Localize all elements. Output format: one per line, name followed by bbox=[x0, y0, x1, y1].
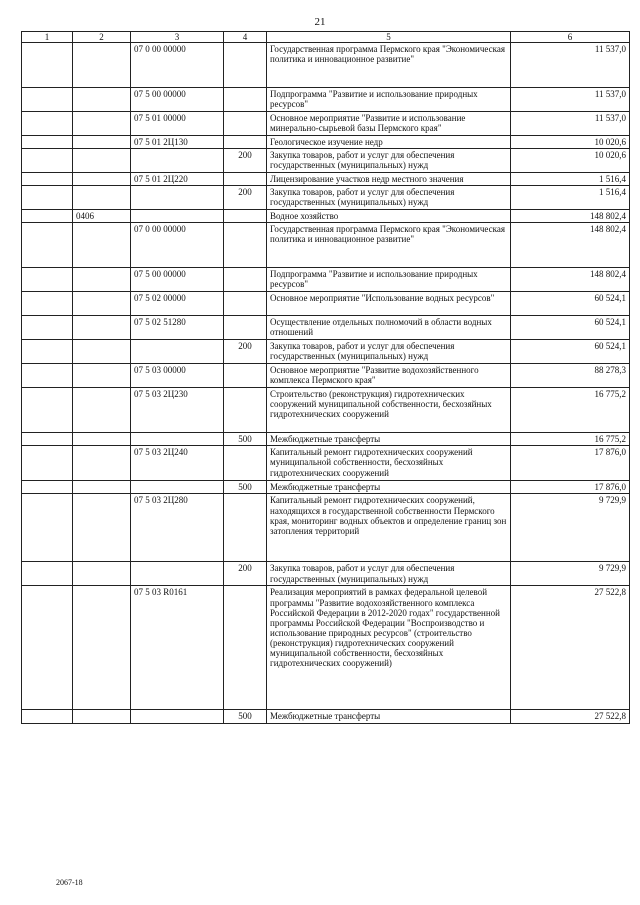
target-code-cell: 07 5 03 00000 bbox=[131, 364, 224, 388]
chapter-cell bbox=[22, 364, 73, 388]
expense-type-cell: 200 bbox=[224, 340, 267, 364]
amount-cell: 16 775,2 bbox=[511, 433, 630, 446]
target-code-cell bbox=[131, 562, 224, 586]
table-row bbox=[22, 364, 630, 388]
item-name-cell: Капитальный ремонт гидротехнических сооружений муниципальной собственности, бесхозяйных гидротехнических сооружений bbox=[267, 446, 511, 481]
item-name-cell: Государственная программа Пермского края "Экономическая политика и инновационное развитие" bbox=[267, 43, 511, 88]
section-code-cell bbox=[73, 446, 131, 481]
section-code-cell bbox=[73, 88, 131, 112]
chapter-cell bbox=[22, 43, 73, 88]
table-row bbox=[22, 446, 630, 481]
item-name-cell: Осуществление отдельных полномочий в области водных отношений bbox=[267, 316, 511, 340]
header-col-1: 1 bbox=[22, 32, 73, 43]
target-code-cell: 07 5 03 2Ц280 bbox=[131, 494, 224, 562]
chapter-cell bbox=[22, 173, 73, 186]
chapter-cell bbox=[22, 292, 73, 316]
target-code-cell: 07 5 01 00000 bbox=[131, 112, 224, 136]
section-code-cell bbox=[73, 268, 131, 292]
section-code-cell bbox=[73, 112, 131, 136]
amount-cell: 16 775,2 bbox=[511, 388, 630, 433]
target-code-cell: 07 5 00 00000 bbox=[131, 268, 224, 292]
table-row bbox=[22, 316, 630, 340]
item-name-cell: Государственная программа Пермского края "Экономическая политика и инновационное развитие" bbox=[267, 223, 511, 268]
footer-code: 2067-18 bbox=[56, 878, 83, 887]
chapter-cell bbox=[22, 481, 73, 494]
section-code-cell bbox=[73, 136, 131, 149]
target-code-cell: 07 5 01 2Ц130 bbox=[131, 136, 224, 149]
expense-type-cell bbox=[224, 316, 267, 340]
section-code-cell bbox=[73, 316, 131, 340]
expense-type-cell bbox=[224, 112, 267, 136]
item-name-cell: Закупка товаров, работ и услуг для обеспечения государственных (муниципальных) нужд bbox=[267, 340, 511, 364]
amount-cell: 10 020,6 bbox=[511, 136, 630, 149]
chapter-cell bbox=[22, 112, 73, 136]
table-row bbox=[22, 210, 630, 223]
expense-type-cell bbox=[224, 136, 267, 149]
expense-type-cell bbox=[224, 446, 267, 481]
target-code-cell: 07 5 03 2Ц230 bbox=[131, 388, 224, 433]
amount-cell: 17 876,0 bbox=[511, 446, 630, 481]
target-code-cell bbox=[131, 481, 224, 494]
section-code-cell bbox=[73, 586, 131, 710]
expense-type-cell bbox=[224, 173, 267, 186]
header-col-4: 4 bbox=[224, 32, 267, 43]
table-row bbox=[22, 562, 630, 586]
section-code-cell bbox=[73, 562, 131, 586]
amount-cell: 60 524,1 bbox=[511, 340, 630, 364]
section-code-cell bbox=[73, 388, 131, 433]
item-name-cell: Основное мероприятие "Развитие водохозяйственного комплекса Пермского края" bbox=[267, 364, 511, 388]
target-code-cell bbox=[131, 210, 224, 223]
chapter-cell bbox=[22, 433, 73, 446]
table-row bbox=[22, 433, 630, 446]
item-name-cell: Реализация мероприятий в рамках федеральной целевой программы "Развитие водохозяйственного комплекса Российской Федерации в 2012-2020 годах" государственной программы Российской Федерации "Воспроизводство и использование природных ресурсов" (строительство (реконструкция) гидротехнических сооружений муниципальной собственности, бесхозяйных гидротехнических сооружений) bbox=[267, 586, 511, 710]
chapter-cell bbox=[22, 340, 73, 364]
expense-type-cell: 200 bbox=[224, 562, 267, 586]
target-code-cell: 07 5 01 2Ц220 bbox=[131, 173, 224, 186]
section-code-cell bbox=[73, 340, 131, 364]
item-name-cell: Подпрограмма "Развитие и использование природных ресурсов" bbox=[267, 268, 511, 292]
target-code-cell: 07 5 00 00000 bbox=[131, 88, 224, 112]
chapter-cell bbox=[22, 446, 73, 481]
item-name-cell: Строительство (реконструкция) гидротехнических сооружений муниципальной собственности, бесхозяйных гидротехнических сооружений bbox=[267, 388, 511, 433]
section-code-cell bbox=[73, 149, 131, 173]
table-body bbox=[22, 43, 630, 723]
item-name-cell: Межбюджетные трансферты bbox=[267, 481, 511, 494]
table-row bbox=[22, 586, 630, 710]
header-col-3: 3 bbox=[131, 32, 224, 43]
chapter-cell bbox=[22, 88, 73, 112]
table-row bbox=[22, 340, 630, 364]
section-code-cell bbox=[73, 223, 131, 268]
chapter-cell bbox=[22, 149, 73, 173]
target-code-cell bbox=[131, 149, 224, 173]
chapter-cell bbox=[22, 223, 73, 268]
amount-cell: 60 524,1 bbox=[511, 316, 630, 340]
amount-cell: 148 802,4 bbox=[511, 223, 630, 268]
item-name-cell: Капитальный ремонт гидротехнических сооружений, находящихся в государственной собственности Пермского края, мониторинг водных объектов и определение границ зон затопления территорий bbox=[267, 494, 511, 562]
chapter-cell bbox=[22, 562, 73, 586]
target-code-cell: 07 5 02 51280 bbox=[131, 316, 224, 340]
target-code-cell bbox=[131, 433, 224, 446]
target-code-cell: 07 5 03 2Ц240 bbox=[131, 446, 224, 481]
item-name-cell: Основное мероприятие "Развитие и использование минерально-сырьевой базы Пермского края" bbox=[267, 112, 511, 136]
chapter-cell bbox=[22, 586, 73, 710]
table-row bbox=[22, 268, 630, 292]
section-code-cell bbox=[73, 494, 131, 562]
amount-cell: 11 537,0 bbox=[511, 43, 630, 88]
item-name-cell: Основное мероприятие "Использование водных ресурсов" bbox=[267, 292, 511, 316]
item-name-cell: Закупка товаров, работ и услуг для обеспечения государственных (муниципальных) нужд bbox=[267, 186, 511, 210]
expense-type-cell bbox=[224, 292, 267, 316]
table-row bbox=[22, 88, 630, 112]
target-code-cell bbox=[131, 340, 224, 364]
expense-type-cell bbox=[224, 494, 267, 562]
table-row bbox=[22, 186, 630, 210]
item-name-cell: Водное хозяйство bbox=[267, 210, 511, 223]
header-col-2: 2 bbox=[73, 32, 131, 43]
amount-cell: 1 516,4 bbox=[511, 173, 630, 186]
amount-cell: 27 522,8 bbox=[511, 710, 630, 723]
item-name-cell: Межбюджетные трансферты bbox=[267, 433, 511, 446]
target-code-cell: 07 0 00 00000 bbox=[131, 43, 224, 88]
header-col-6: 6 bbox=[511, 32, 630, 43]
expense-type-cell: 500 bbox=[224, 481, 267, 494]
section-code-cell bbox=[73, 173, 131, 186]
expense-type-cell: 500 bbox=[224, 433, 267, 446]
table-row bbox=[22, 149, 630, 173]
target-code-cell: 07 0 00 00000 bbox=[131, 223, 224, 268]
chapter-cell bbox=[22, 136, 73, 149]
table-row bbox=[22, 136, 630, 149]
table-row bbox=[22, 292, 630, 316]
expense-type-cell: 200 bbox=[224, 186, 267, 210]
amount-cell: 88 278,3 bbox=[511, 364, 630, 388]
section-code-cell bbox=[73, 433, 131, 446]
expense-type-cell bbox=[224, 388, 267, 433]
chapter-cell bbox=[22, 388, 73, 433]
amount-cell: 148 802,4 bbox=[511, 210, 630, 223]
item-name-cell: Межбюджетные трансферты bbox=[267, 710, 511, 723]
section-code-cell bbox=[73, 364, 131, 388]
section-code-cell bbox=[73, 481, 131, 494]
target-code-cell: 07 5 03 R0161 bbox=[131, 586, 224, 710]
section-code-cell bbox=[73, 292, 131, 316]
section-code-cell bbox=[73, 710, 131, 723]
item-name-cell: Лицензирование участков недр местного значения bbox=[267, 173, 511, 186]
expense-type-cell: 500 bbox=[224, 710, 267, 723]
target-code-cell bbox=[131, 186, 224, 210]
expense-type-cell bbox=[224, 586, 267, 710]
expense-type-cell bbox=[224, 364, 267, 388]
target-code-cell: 07 5 02 00000 bbox=[131, 292, 224, 316]
table-row bbox=[22, 223, 630, 268]
table-row bbox=[22, 43, 630, 88]
chapter-cell bbox=[22, 710, 73, 723]
table-row bbox=[22, 173, 630, 186]
item-name-cell: Закупка товаров, работ и услуг для обеспечения государственных (муниципальных) нужд bbox=[267, 149, 511, 173]
amount-cell: 148 802,4 bbox=[511, 268, 630, 292]
section-code-cell bbox=[73, 186, 131, 210]
chapter-cell bbox=[22, 316, 73, 340]
target-code-cell bbox=[131, 710, 224, 723]
amount-cell: 9 729,9 bbox=[511, 562, 630, 586]
section-code-cell bbox=[73, 43, 131, 88]
chapter-cell bbox=[22, 268, 73, 292]
table-row bbox=[22, 112, 630, 136]
amount-cell: 17 876,0 bbox=[511, 481, 630, 494]
item-name-cell: Закупка товаров, работ и услуг для обеспечения государственных (муниципальных) нужд bbox=[267, 562, 511, 586]
table-row bbox=[22, 481, 630, 494]
expense-type-cell bbox=[224, 268, 267, 292]
expense-type-cell bbox=[224, 223, 267, 268]
amount-cell: 11 537,0 bbox=[511, 112, 630, 136]
chapter-cell bbox=[22, 494, 73, 562]
table-header bbox=[22, 32, 630, 43]
item-name-cell: Подпрограмма "Развитие и использование природных ресурсов" bbox=[267, 88, 511, 112]
expense-type-cell bbox=[224, 88, 267, 112]
page-number: 21 bbox=[314, 16, 326, 28]
amount-cell: 1 516,4 bbox=[511, 186, 630, 210]
chapter-cell bbox=[22, 210, 73, 223]
budget-table bbox=[21, 31, 630, 724]
expense-type-cell bbox=[224, 43, 267, 88]
amount-cell: 11 537,0 bbox=[511, 88, 630, 112]
amount-cell: 60 524,1 bbox=[511, 292, 630, 316]
amount-cell: 10 020,6 bbox=[511, 149, 630, 173]
expense-type-cell: 200 bbox=[224, 149, 267, 173]
table-row bbox=[22, 494, 630, 562]
expense-type-cell bbox=[224, 210, 267, 223]
amount-cell: 27 522,8 bbox=[511, 586, 630, 710]
section-code-cell: 0406 bbox=[73, 210, 131, 223]
header-col-5: 5 bbox=[267, 32, 511, 43]
table-row bbox=[22, 710, 630, 723]
table-row bbox=[22, 388, 630, 433]
amount-cell: 9 729,9 bbox=[511, 494, 630, 562]
chapter-cell bbox=[22, 186, 73, 210]
item-name-cell: Геологическое изучение недр bbox=[267, 136, 511, 149]
